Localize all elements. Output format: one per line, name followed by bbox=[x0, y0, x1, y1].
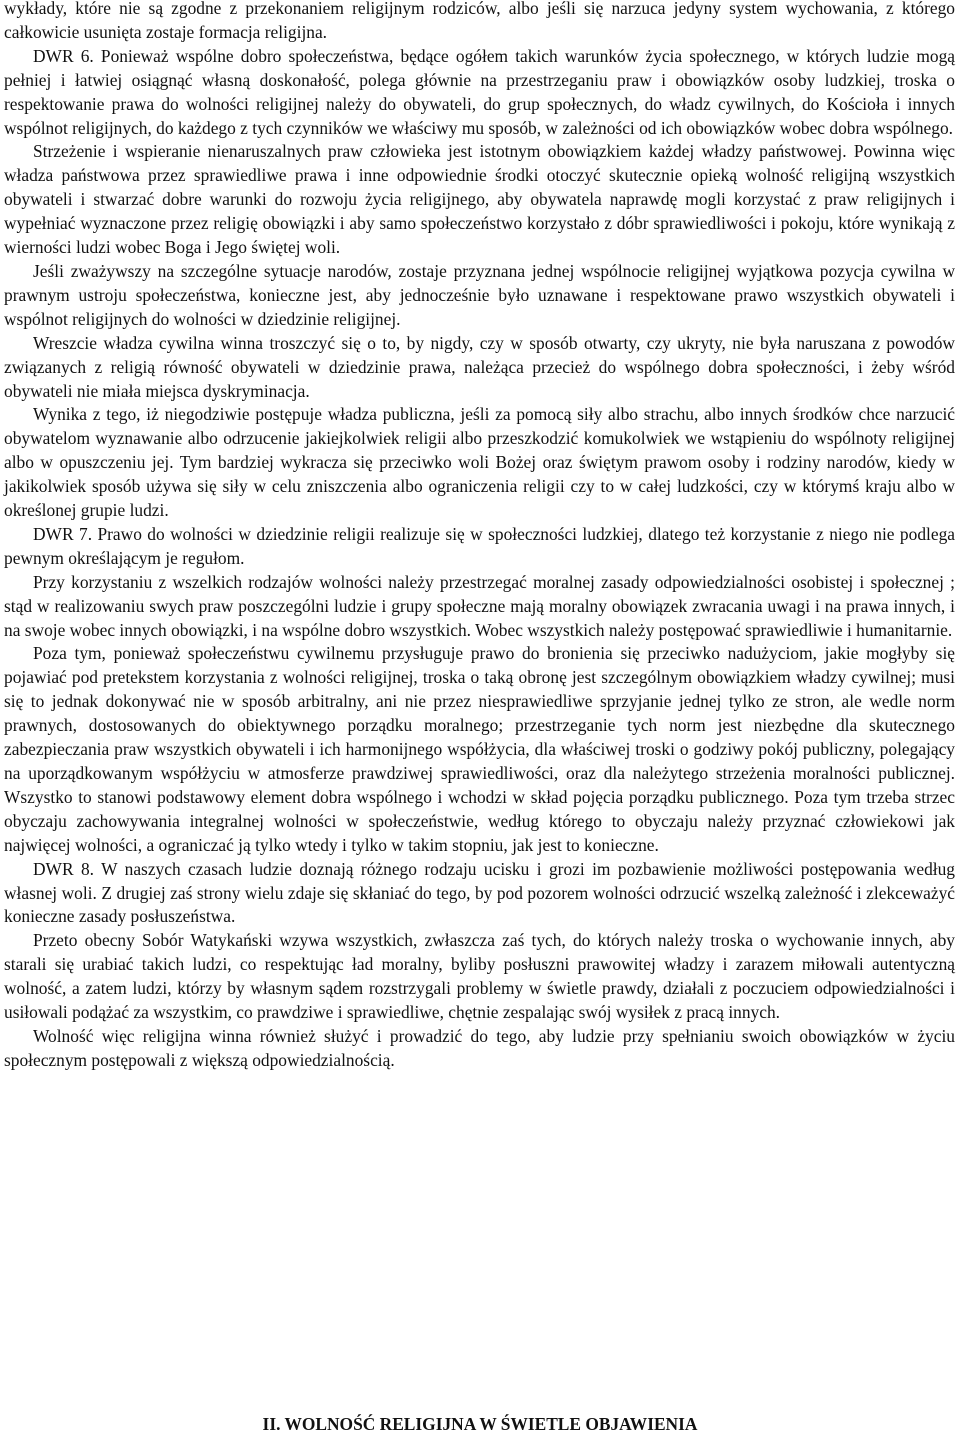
paragraph-dwr7: DWR 7. Prawo do wolności w dziedzinie religii realizuje się w społeczności ludzkiej, dlatego też korzystanie z niego nie podlega pewnym określającym je regułom. bbox=[4, 523, 955, 568]
document-body bbox=[4, 0, 955, 1073]
paragraph: Przeto obecny Sobór Watykański wzywa wszystkich, zwłaszcza zaś tych, do których należy troska o wychowanie innych, aby starali się urabiać takich ludzi, co respektując ład moralny, byliby posłuszni prawowitej władzy i zarazem miłowali autentyczną wolność, a zatem ludzi, którzy by własnym sądem rozstrzygali problemy w świetle prawdy, działali z poczuciem odpowiedzialności i usiłowali podążać za wszystkim, co prawdziwe i sprawiedliwe, chętnie zespalając swój wysiłek z pracą innych. bbox=[4, 930, 955, 1023]
paragraph-dwr6: DWR 6. Ponieważ wspólne dobro społeczeństwa, będące ogółem takich warunków życia społecznego, w których ludzie mogą pełniej i łatwiej osiągnąć własną doskonałość, polega głównie na przestrzeganiu praw i obowiązków osoby ludzkiej, troska o respektowanie prawa do wolności religijnej należy do obywateli, do grup społecznych, do władz cywilnych, do Kościoła i innych wspólnot religijnych, do każdego z tych czynników we właściwy mu sposób, w zależności od ich obowiązków wobec dobra wspólnego. bbox=[4, 45, 955, 138]
section-heading: II. WOLNOŚĆ RELIGIJNA W ŚWIETLE OBJAWIENIA bbox=[262, 1414, 698, 1434]
paragraph: Poza tym, ponieważ społeczeństwu cywilnemu przysługuje prawo do bronienia się przeciwko nadużyciom, jakie mogłyby się pojawiać pod pretekstem korzystania z wolności religijnej, troska o taką obronę jest szczególnym obowiązkiem władzy cywilnej; musi się to jednak dokonywać nie w sposób arbitralny, ani nie przez niesprawiedliwe sprzyjanie jednej tylko ze stron, ale wedle norm prawnych, dostosowanych do obiektywnego porządku moralnego; przestrzeganie tych norm jest niezbędne dla skutecznego zabezpieczania praw wszystkich obywateli i ich harmonijnego współżycia, dla właściwej troski o godziwy pokój publiczny, polegający na uporządkowanym współżyciu w atmosferze prawdziwej sprawiedliwości, oraz dla należytego strzeżenia moralności publicznej. Wszystko to stanowi podstawowy element dobra wspólnego i wchodzi w skład pojęcia porządku publicznego. Poza tym trzeba strzec obyczaju zachowywania integralnej wolności w społeczeństwie, według którego to obyczaju należy przyznać człowiekowi jak najwięcej wolności, a ograniczać ją tylko wtedy i tylko w takim stopniu, jak jest to konieczne. bbox=[4, 643, 955, 855]
paragraph: Jeśli zważywszy na szczególne sytuacje narodów, zostaje przyznana jednej wspólnocie religijnej wyjątkowa pozycja cywilna w prawnym ustroju społeczeństwa, konieczne jest, aby jednocześnie było uznawane i respektowane prawo wszystkich obywateli i wspólnot religijnych do wolności w dziedzinie religijnej. bbox=[4, 260, 955, 329]
paragraph: Przy korzystaniu z wszelkich rodzajów wolności należy przestrzegać moralnej zasady odpowiedzialności osobistej i społecznej ; stąd w realizowaniu swych praw poszczególni ludzie i grupy społeczne mają moralny obowiązek zwracania uwagi i na prawa innych, i na swoje wobec innych obowiązki, i na wspólne dobro wszystkich. Wobec wszystkich należy postępować sprawiedliwie i humanitarnie. bbox=[4, 571, 955, 640]
paragraph: Wynika z tego, iż niegodziwie postępuje władza publiczna, jeśli za pomocą siły albo strachu, albo innych środków chce narzucić obywatelom wyznawanie albo odrzucenie jakiejkolwiek religii albo przeszkodzić komukolwiek we wstąpieniu do wspólnoty religijnej albo w opuszczeniu jej. Tym bardziej wykracza się przeciwko woli Bożej oraz świętym prawom osoby i rodziny narodów, kiedy w jakikolwiek sposób używa się siły w celu zniszczenia albo ograniczenia religii czy to w całej ludzkości, czy w którymś kraju albo w określonej grupie ludzi. bbox=[4, 404, 955, 521]
paragraph-continuation: wykłady, które nie są zgodne z przekonaniem religijnym rodziców, albo jeśli się narzuca jedyny system wychowania, z którego całkowicie usunięta zostaje formacja religijna. bbox=[4, 0, 955, 42]
paragraph: Wolność więc religijna winna również służyć i prowadzić do tego, aby ludzie przy spełnianiu swoich obowiązków w życiu społecznym postępowali z większą odpowiedzialnością. bbox=[4, 1025, 955, 1070]
paragraph-dwr8: DWR 8. W naszych czasach ludzie doznają różnego rodzaju ucisku i grozi im pozbawienie możliwości postępowania według własnej woli. Z drugiej zaś strony wielu zdaje się skłaniać do tego, by pod pozorem wolności odrzucić wszelką zależność i zlekceważyć konieczne zasady posłuszeństwa. bbox=[4, 858, 955, 927]
paragraph: Strzeżenie i wspieranie nienaruszalnych praw człowieka jest istotnym obowiązkiem każdej władzy państwowej. Powinna więc władza państwowa przez sprawiedliwe prawa i inne odpowiednie środki otoczyć skutecznie opieką wolność religijną wszystkich obywateli i stwarzać dobre warunki do rozwoju życia religijnego, aby obywatela naprawdę mogli korzystać z praw religijnych i wypełniać wyznaczone przez religię obowiązki i aby samo społeczeństwo korzystało z dóbr sprawiedliwości i pokoju, które wynikają z wierności ludzi wobec Boga i Jego świętej woli. bbox=[4, 141, 955, 258]
paragraph: Wreszcie władza cywilna winna troszczyć się o to, by nigdy, czy w sposób otwarty, czy ukryty, nie była naruszana z powodów związanych z religią równość obywateli w dziedzinie prawa, należąca przecież do wspólnego dobra społeczności, i żeby wśród obywateli nie miała miejsca dyskryminacja. bbox=[4, 332, 955, 401]
